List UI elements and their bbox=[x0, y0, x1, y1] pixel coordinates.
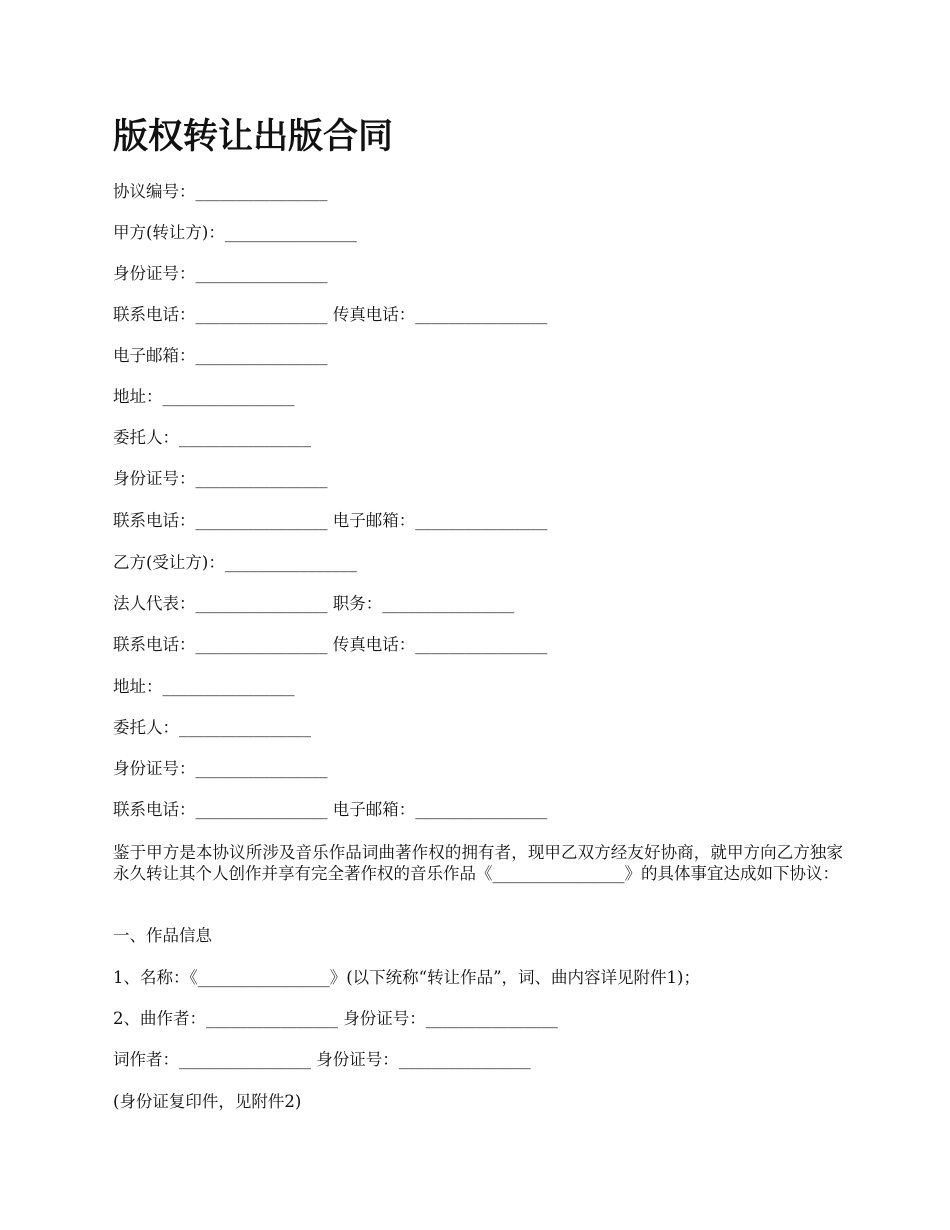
party-b-agent-phone-email-line: 联系电话：________________ 电子邮箱：________________ bbox=[113, 800, 548, 819]
section-1-heading: 一、作品信息 bbox=[113, 926, 212, 945]
preamble-paragraph: 鉴于甲方是本协议所涉及音乐作品词曲著作权的拥有者，现甲乙双方经友好协商，就甲方向乙方独家永久转让其个人创作并享有完全著作权的音乐作品《________________》的具体事宜达成如下协议： bbox=[113, 843, 843, 883]
party-a-agent-phone-email-line: 联系电话：________________ 电子邮箱：________________ bbox=[113, 511, 548, 530]
party-b-agent-line: 委托人：________________ bbox=[113, 718, 311, 737]
party-b-line: 乙方(受让方)：________________ bbox=[113, 553, 357, 572]
work-name-line: 1、名称：《________________》(以下统称“转让作品”，词、曲内容详见附件1)； bbox=[113, 968, 700, 987]
party-b-legal-rep-line: 法人代表：________________ 职务：________________ bbox=[113, 594, 515, 613]
party-a-agent-line: 委托人：________________ bbox=[113, 428, 311, 447]
party-a-agent-id-line: 身份证号：________________ bbox=[113, 469, 328, 488]
party-b-phone-fax-line: 联系电话：________________ 传真电话：________________ bbox=[113, 635, 548, 654]
party-b-agent-id-line: 身份证号：________________ bbox=[113, 759, 328, 778]
document-title: 版权转让出版合同 bbox=[113, 117, 394, 157]
lyricist-line: 词作者：________________ 身份证号：________________ bbox=[113, 1050, 531, 1069]
party-a-phone-fax-line: 联系电话：________________ 传真电话：________________ bbox=[113, 305, 548, 324]
party-a-line: 甲方(转让方)：________________ bbox=[113, 223, 357, 242]
agreement-number-line: 协议编号：________________ bbox=[113, 182, 328, 201]
party-a-id-line: 身份证号：________________ bbox=[113, 264, 328, 283]
id-copy-note: (身份证复印件，见附件2) bbox=[113, 1092, 302, 1111]
composer-line: 2、曲作者：________________ 身份证号：________________ bbox=[113, 1009, 558, 1028]
party-a-address-line: 地址：________________ bbox=[113, 387, 295, 406]
party-a-email-line: 电子邮箱：________________ bbox=[113, 346, 328, 365]
party-b-address-line: 地址：________________ bbox=[113, 677, 295, 696]
